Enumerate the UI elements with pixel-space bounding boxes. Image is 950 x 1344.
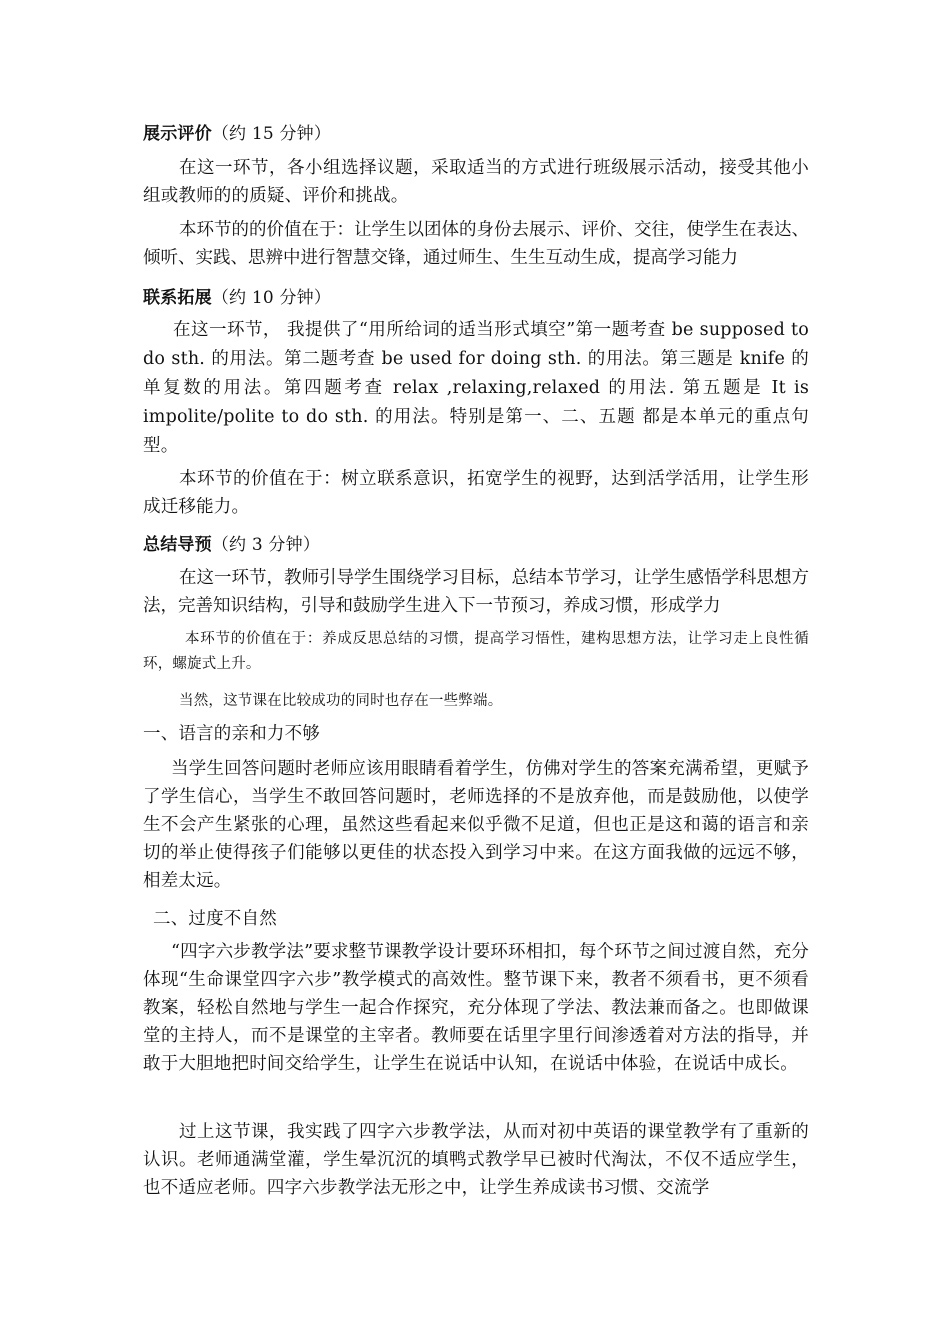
extension-heading — [143, 284, 809, 312]
display-paragraph-2: 本环节的的价值在于：让学生以团体的身份去展示、评价、交往，使学生在表达、倾听、实践、思辨中进行智慧交锋，通过师生、生生互动生成，提高学习能力 — [143, 220, 809, 268]
summary-heading-note: （约 3 分钟） — [211, 535, 321, 555]
point-1-title: 一、语言的亲和力不够 — [143, 724, 320, 744]
reflection-intro: 当然，这节课在比较成功的同时也存在一些弊端。 — [179, 693, 503, 709]
point-2-body: “四字六步教学法”要求整节课教学设计要环环相扣，每个环节之间过渡自然，充分体现“生命课堂四字六步”教学模式的高效性。整节课下来，教者不须看书，更不须看教案，轻松自然地与学生一起合作探究，充分体现了学法、教法兼而备之。也即做课堂的主持人，而不是课堂的主宰者。教师要在话里字里行间渗透着对方法的指导，并敢于大胆地把时间交给学生，让学生在说话中认知，在说话中体验，在说话中成长。 — [143, 942, 809, 1074]
extension-paragraph-1: 在这一环节， 我提供了“用所给词的适当形式填空”第一题考查 be supposed to do sth. 的用法。第二题考查 be used for doing sth. 的用法。第三题是 knife 的单复数的用法。第四题考查 relax ,relaxing,relaxed 的用法. 第五题是 It is impolite/polite to do sth. 的用法。特别是第一、二、五题 都是本单元的重点句型。 — [143, 320, 809, 456]
summary-paragraph-2: 本环节的价值在于：养成反思总结的习惯，提高学习悟性，建构思想方法，让学习走上良性循环，螺旋式上升。 — [143, 631, 809, 672]
point-2-title: 二、过度不自然 — [153, 909, 277, 929]
extension-paragraph-2: 本环节的价值在于：树立联系意识，拓宽学生的视野，达到活学活用，让学生形成迁移能力。 — [143, 469, 809, 517]
summary-heading-title: 总结导预 — [143, 535, 212, 555]
display-paragraph-1: 在这一环节，各小组选择议题，采取适当的方式进行班级展示活动，接受其他小组或教师的的质疑、评价和挑战。 — [143, 158, 809, 206]
summary-paragraph-1: 在这一环节，教师引导学生围绕学习目标，总结本节学习，让学生感悟学科思想方法，完善知识结构，引导和鼓励学生进入下一节预习，养成习惯，形成学力 — [143, 568, 809, 616]
display-heading-note: （约 15 分钟） — [211, 124, 332, 144]
display-heading-title: 展示评价 — [143, 124, 212, 144]
display-heading — [143, 120, 809, 148]
summary-heading — [143, 531, 809, 559]
closing-paragraph: 过上这节课，我实践了四字六步教学法，从而对初中英语的课堂教学有了重新的认识。老师通满堂灌，学生晕沉沉的填鸭式教学早已被时代淘汰，不仅不适应学生，也不适应老师。四字六步教学法无形之中，让学生养成读书习惯、交流学 — [143, 1122, 809, 1198]
extension-heading-note: （约 10 分钟） — [211, 288, 332, 308]
extension-heading-title: 联系拓展 — [143, 288, 212, 308]
point-1-body: 当学生回答问题时老师应该用眼睛看着学生，仿佛对学生的答案充满希望，更赋予了学生信心，当学生不敢回答问题时，老师选择的不是放弃他，而是鼓励他，以使学生不会产生紧张的心理，虽然这些看起来似乎微不足道，但也正是这和蔼的语言和亲切的举止使得孩子们能够以更佳的状态投入到学习中来。在这方面我做的远远不够，相差太远。 — [143, 759, 809, 891]
